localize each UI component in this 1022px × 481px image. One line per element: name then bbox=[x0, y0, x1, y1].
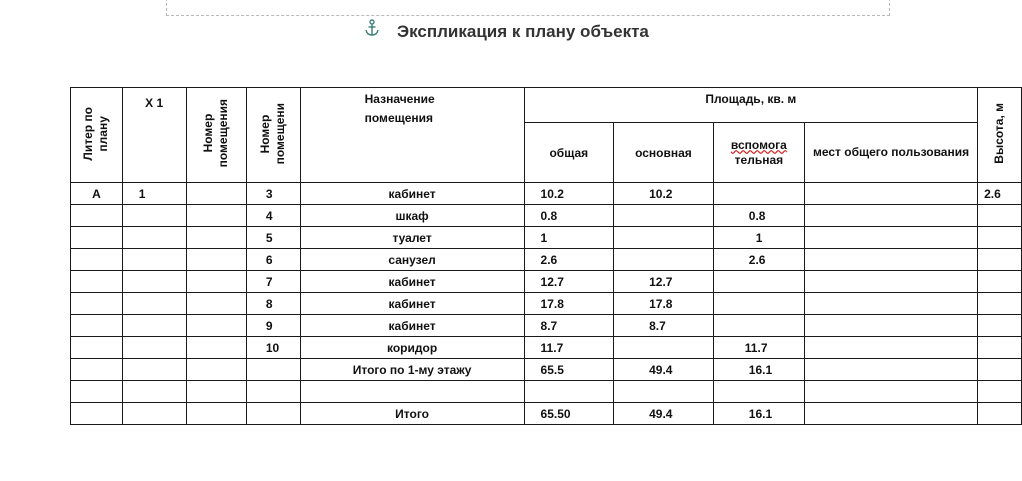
cell-room-name: кабинет bbox=[300, 271, 524, 293]
cell-x1 bbox=[122, 359, 186, 381]
cell-area-common bbox=[804, 315, 977, 337]
floor-total-label: Итого по 1-му этажу bbox=[300, 359, 524, 381]
cell-area-main bbox=[614, 337, 714, 359]
cell-room-name: туалет bbox=[300, 227, 524, 249]
cell-room-number-1 bbox=[186, 293, 246, 315]
table-row bbox=[71, 337, 1022, 359]
cell-height bbox=[978, 403, 1022, 425]
grand-total-area: 65.50 bbox=[524, 403, 614, 425]
grand-total-label: Итого bbox=[300, 403, 524, 425]
cell-height bbox=[978, 249, 1022, 271]
cell-height: 2.6 bbox=[978, 183, 1022, 205]
cell-room-name: кабинет bbox=[300, 293, 524, 315]
header-room-number-2: Номер помещени bbox=[246, 88, 300, 183]
table-row bbox=[71, 183, 1022, 205]
cell-area-total: 2.6 bbox=[524, 249, 614, 271]
table-row bbox=[71, 205, 1022, 227]
cell-room-number-1 bbox=[186, 337, 246, 359]
cell-area-aux bbox=[713, 315, 804, 337]
header-area-aux-part1: вспомога bbox=[730, 137, 787, 152]
cell-area-total: 10.2 bbox=[524, 183, 614, 205]
cell-liter bbox=[71, 205, 123, 227]
floor-total-aux: 16.1 bbox=[713, 359, 804, 381]
cell-room-name: санузел bbox=[300, 249, 524, 271]
floor-total-area: 65.5 bbox=[524, 359, 614, 381]
header-area-main: основная bbox=[614, 123, 714, 183]
grand-total-aux: 16.1 bbox=[713, 403, 804, 425]
floor-total-main: 49.4 bbox=[614, 359, 714, 381]
cell-x1 bbox=[122, 249, 186, 271]
grand-total-row bbox=[71, 403, 1022, 425]
cell-area-common bbox=[804, 183, 977, 205]
header-room-number-1: Номер помещения bbox=[186, 88, 246, 183]
cell-area-common bbox=[804, 403, 977, 425]
cell-room-number bbox=[246, 403, 300, 425]
cell-area-total: 11.7 bbox=[524, 337, 614, 359]
cell-area-total: 12.7 bbox=[524, 271, 614, 293]
cell-area-common bbox=[804, 293, 977, 315]
cell-area-main: 10.2 bbox=[614, 183, 714, 205]
cell-area-main: 17.8 bbox=[614, 293, 714, 315]
cell-height bbox=[978, 359, 1022, 381]
cell-liter bbox=[71, 249, 123, 271]
cell-height bbox=[978, 227, 1022, 249]
cell-height bbox=[978, 337, 1022, 359]
table-row bbox=[71, 249, 1022, 271]
cell-area-total: 8.7 bbox=[524, 315, 614, 337]
cell-room-number: 5 bbox=[246, 227, 300, 249]
cell-room-number-1 bbox=[186, 315, 246, 337]
table-row bbox=[71, 315, 1022, 337]
cell-area-main bbox=[614, 227, 714, 249]
cell-liter: А bbox=[71, 183, 123, 205]
explication-table bbox=[70, 87, 1022, 425]
header-purpose: Назначение помещения bbox=[300, 88, 524, 183]
cell-area-common bbox=[804, 227, 977, 249]
cell-height bbox=[978, 205, 1022, 227]
cell-area-common bbox=[804, 359, 977, 381]
document-title: Экспликация к плану объекта bbox=[397, 22, 649, 41]
cell-room-number: 7 bbox=[246, 271, 300, 293]
cell-area-aux: 0.8 bbox=[713, 205, 804, 227]
header-area-aux bbox=[713, 123, 804, 183]
header-x1: Х 1 bbox=[122, 88, 186, 183]
cell-x1 bbox=[122, 403, 186, 425]
cell-area-main bbox=[614, 249, 714, 271]
cell-x1 bbox=[122, 205, 186, 227]
cell-room-name: коридор bbox=[300, 337, 524, 359]
cell-x1 bbox=[122, 337, 186, 359]
cell-area-aux bbox=[713, 271, 804, 293]
cell-area-common bbox=[804, 249, 977, 271]
cell-room-number bbox=[246, 359, 300, 381]
header-area-group: Площадь, кв. м bbox=[524, 88, 978, 123]
cell-area-total: 0.8 bbox=[524, 205, 614, 227]
cell-liter bbox=[71, 227, 123, 249]
cell-area-aux: 11.7 bbox=[713, 337, 804, 359]
cell-liter bbox=[71, 315, 123, 337]
header-area-common: мест общего пользования bbox=[804, 123, 977, 183]
cell-room-number-1 bbox=[186, 227, 246, 249]
cell-area-common bbox=[804, 205, 977, 227]
empty-row bbox=[71, 381, 1022, 403]
cell-room-number-1 bbox=[186, 249, 246, 271]
cell-room-name: кабинет bbox=[300, 183, 524, 205]
header-area-total: общая bbox=[524, 123, 614, 183]
cell-room-number-1 bbox=[186, 205, 246, 227]
cell-area-common bbox=[804, 337, 977, 359]
cell-room-number-1 bbox=[186, 359, 246, 381]
cell-room-number: 6 bbox=[246, 249, 300, 271]
cell-height bbox=[978, 271, 1022, 293]
cell-room-number: 9 bbox=[246, 315, 300, 337]
cell-liter bbox=[71, 403, 123, 425]
cell-x1 bbox=[122, 315, 186, 337]
cell-x1 bbox=[122, 271, 186, 293]
header-area-guide bbox=[166, 0, 890, 16]
cell-area-aux bbox=[713, 293, 804, 315]
floor-total-row bbox=[71, 359, 1022, 381]
cell-room-number: 10 bbox=[246, 337, 300, 359]
cell-area-aux bbox=[713, 183, 804, 205]
cell-room-number-1 bbox=[186, 183, 246, 205]
cell-area-main: 8.7 bbox=[614, 315, 714, 337]
cell-room-number-1 bbox=[186, 271, 246, 293]
cell-room-number-1 bbox=[186, 403, 246, 425]
cell-area-aux: 2.6 bbox=[713, 249, 804, 271]
cell-area-common bbox=[804, 271, 977, 293]
header-liter: Литер по плану bbox=[71, 88, 123, 183]
cell-room-number: 3 bbox=[246, 183, 300, 205]
table-row bbox=[71, 293, 1022, 315]
table-row bbox=[71, 227, 1022, 249]
header-height: Высота, м bbox=[978, 88, 1022, 183]
cell-area-main bbox=[614, 205, 714, 227]
cell-x1 bbox=[122, 227, 186, 249]
header-area-aux-part2: тельная bbox=[734, 152, 784, 167]
cell-room-number: 4 bbox=[246, 205, 300, 227]
cell-area-aux: 1 bbox=[713, 227, 804, 249]
cell-liter bbox=[71, 293, 123, 315]
cell-height bbox=[978, 315, 1022, 337]
cell-room-name: кабинет bbox=[300, 315, 524, 337]
cell-liter bbox=[71, 359, 123, 381]
cell-x1 bbox=[122, 293, 186, 315]
header-row-1 bbox=[71, 88, 1022, 123]
cell-x1: 1 bbox=[122, 183, 186, 205]
cell-liter bbox=[71, 271, 123, 293]
cell-area-total: 17.8 bbox=[524, 293, 614, 315]
cell-area-main: 12.7 bbox=[614, 271, 714, 293]
cell-room-name: шкаф bbox=[300, 205, 524, 227]
cell-room-number: 8 bbox=[246, 293, 300, 315]
anchor-icon[interactable] bbox=[364, 19, 380, 37]
cell-height bbox=[978, 293, 1022, 315]
cell-liter bbox=[71, 337, 123, 359]
table-row bbox=[71, 271, 1022, 293]
grand-total-main: 49.4 bbox=[614, 403, 714, 425]
cell-area-total: 1 bbox=[524, 227, 614, 249]
